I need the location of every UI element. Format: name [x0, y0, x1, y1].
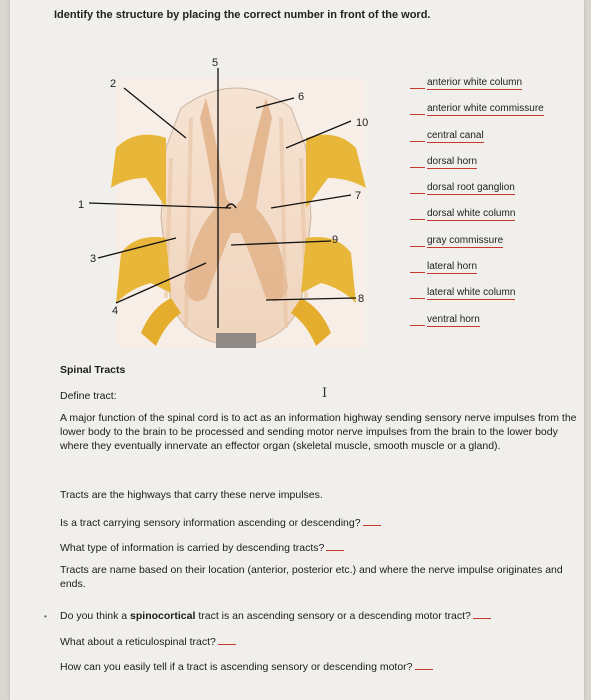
answer-blank[interactable] [410, 235, 425, 247]
label-2: 2 [110, 78, 117, 90]
label-8: 8 [358, 293, 365, 305]
define-tract-label[interactable]: Define tract: [60, 390, 117, 402]
paragraph-naming: Tracts are name based on their location (anterior, posterior etc.) and where the nerve impulse originates and ends. [60, 564, 563, 590]
spinal-cord-diagram [66, 58, 386, 358]
answer-blank[interactable] [410, 261, 425, 273]
word-item[interactable]: ventral horn [410, 314, 590, 340]
word-item[interactable]: dorsal white column [410, 208, 590, 234]
question-reticulospinal[interactable]: What about a reticulospinal tract? [60, 634, 236, 648]
word-item[interactable]: anterior white column [410, 77, 590, 103]
answer-blank[interactable] [410, 314, 425, 326]
word-item[interactable]: lateral horn [410, 261, 590, 287]
answer-blank[interactable] [410, 156, 425, 168]
word-item[interactable]: gray commissure [410, 235, 590, 261]
answer-blank[interactable] [410, 103, 425, 115]
label-3: 3 [90, 253, 97, 265]
question-tell-tract-type[interactable]: How can you easily tell if a tract is ascending sensory or descending motor? [60, 659, 433, 673]
text-cursor-icon: I [322, 386, 328, 401]
answer-blank[interactable] [415, 659, 433, 670]
answer-blank[interactable] [218, 634, 236, 645]
instruction-text: Identify the structure by placing the correct number in front of the word. [54, 9, 431, 21]
answer-blank[interactable] [410, 182, 425, 194]
word-item[interactable]: central canal [410, 130, 590, 156]
label-5: 5 [212, 58, 219, 69]
word-item[interactable]: anterior white commissure [410, 103, 590, 129]
label-9: 9 [332, 234, 339, 246]
word-item[interactable]: dorsal root ganglion [410, 182, 590, 208]
label-7: 7 [355, 190, 362, 202]
word-item[interactable]: lateral white column [410, 287, 590, 313]
cord-base [216, 333, 256, 348]
question-ascending-descending[interactable]: Is a tract carrying sensory information ascending or descending? [60, 515, 381, 529]
answer-blank[interactable] [326, 540, 344, 551]
question-spinocortical[interactable]: Do you think a spinocortical tract is an ascending sensory or a descending motor tract? [60, 608, 491, 622]
label-1: 1 [78, 199, 85, 211]
bullet-dot: • [44, 612, 47, 621]
section-title: Spinal Tracts [60, 364, 126, 376]
answer-blank[interactable] [410, 130, 425, 142]
answer-blank[interactable] [410, 77, 425, 89]
label-4: 4 [112, 305, 119, 317]
worksheet-page [10, 0, 584, 700]
label-6: 6 [298, 91, 305, 103]
tracts-statement: Tracts are the highways that carry these nerve impulses. [60, 489, 323, 501]
question-descending-info[interactable]: What type of information is carried by descending tracts? [60, 540, 344, 554]
answer-blank[interactable] [410, 208, 425, 220]
answer-blank[interactable] [410, 287, 425, 299]
label-10: 10 [356, 117, 369, 129]
structure-word-list [410, 77, 590, 340]
answer-blank[interactable] [473, 608, 491, 619]
word-item[interactable]: dorsal horn [410, 156, 590, 182]
paragraph-function: A major function of the spinal cord is to act as an information highway sending sensory nerve impulses from the lower body to the brain to be processed and sending motor nerve impulses from the brain to the lower body where they eventually innervate an effector organ (skeletal muscle, smooth muscle or a gland). [60, 412, 577, 452]
answer-blank[interactable] [363, 515, 381, 526]
